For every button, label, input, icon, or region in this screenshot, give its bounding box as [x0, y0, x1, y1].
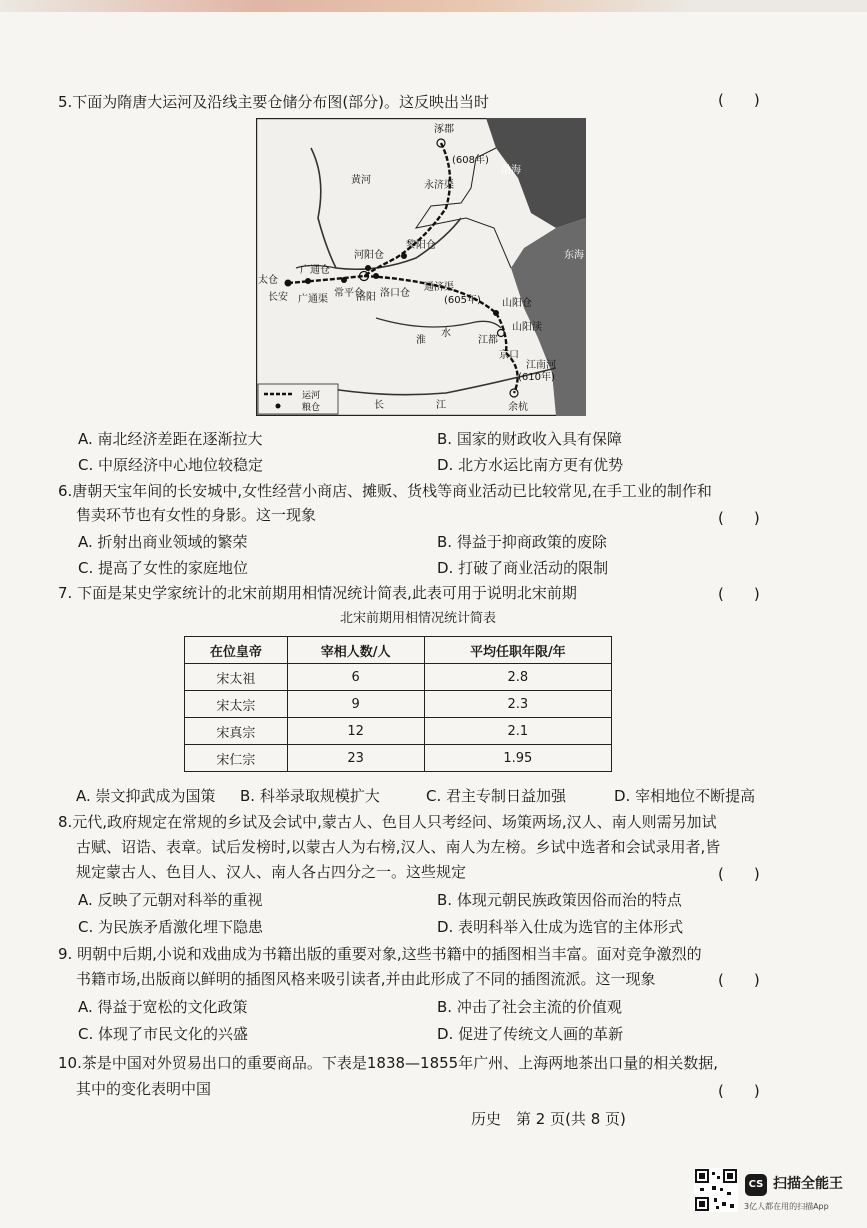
granary-luokou [373, 273, 379, 279]
question-8-stem-line2: 古赋、诏诰、表章。试后发榜时,以蒙古人为右榜,汉人、南人为左榜。乡试中选者和会试录用者,皆 [76, 838, 721, 856]
label-changan: 长安 [268, 292, 288, 303]
table-header: 宰相人数/人 [287, 637, 424, 664]
question-5-answer-paren: ( ) [718, 91, 760, 109]
label-bohai: 渤海 [501, 165, 521, 176]
table-row [185, 745, 612, 772]
question-8-option-a: A. 反映了元朝对科举的重视 [78, 891, 263, 909]
table-cell: 23 [287, 745, 424, 772]
page-footer: 历史 第 2 页(共 8 页) [471, 1110, 626, 1128]
question-6-answer-paren: ( ) [718, 509, 760, 527]
table-row [185, 691, 612, 718]
question-7-answer-paren: ( ) [718, 585, 760, 603]
map-legend [258, 384, 338, 414]
label-changping: 常平仓 [334, 288, 364, 299]
granary-heyang [365, 265, 371, 271]
table-cell: 宋仁宗 [185, 745, 288, 772]
scan-top-edge [0, 0, 867, 12]
table-cell: 宋太宗 [185, 691, 288, 718]
label-luokou: 洛口仓 [380, 288, 410, 299]
question-9-stem-line1: 9. 明朝中后期,小说和戏曲成为书籍出版的重要对象,这些书籍中的插图相当丰富。面对竞争激烈的 [58, 945, 702, 963]
question-10-stem-line1: 10.茶是中国对外贸易出口的重要商品。下表是1838—1855年广州、上海两地茶出口量的相关数据, [58, 1054, 718, 1072]
table-cell: 9 [287, 691, 424, 718]
question-9-stem-line2: 书籍市场,出版商以鲜明的插图风格来吸引读者,并由此形成了不同的插图流派。这一现象 [76, 970, 656, 988]
question-5-option-a: A. 南北经济差距在逐渐拉大 [78, 430, 263, 448]
label-shanyang: 山阳仓 [502, 298, 532, 309]
question-7-option-a: A. 崇文抑武成为国策 [76, 787, 216, 805]
label-yongji: 永济渠 [424, 180, 454, 191]
label-tongji: 通济渠 [424, 282, 454, 293]
table-header: 平均任职年限/年 [424, 637, 611, 664]
label-year605: (605年) [444, 295, 481, 306]
label-liyang: 黎阳仓 [406, 240, 436, 251]
label-luoyang: 洛阳 [356, 292, 376, 303]
question-5-option-d: D. 北方水运比南方更有优势 [437, 456, 624, 474]
label-changjiang-1: 长 [374, 400, 384, 411]
label-donghai: 东海 [564, 250, 584, 261]
grand-canal-map [256, 118, 586, 416]
question-6-option-a: A. 折射出商业领域的繁荣 [78, 533, 248, 551]
scanner-brand: 扫描全能王 [773, 1176, 843, 1192]
question-5-stem: 5.下面为隋唐大运河及沿线主要仓储分布图(部分)。这反映出当时 [58, 93, 490, 111]
scanner-tagline: 3亿人都在用的扫描App [744, 1202, 829, 1211]
granary-taicang [285, 280, 292, 287]
legend-canal: 运河 [302, 391, 321, 401]
question-8-option-d: D. 表明科举入仕成为选官的主体形式 [437, 918, 684, 936]
question-9-answer-paren: ( ) [718, 971, 760, 989]
table-header: 在位皇帝 [185, 637, 288, 664]
question-9-option-a: A. 得益于宽松的文化政策 [78, 998, 248, 1016]
chancellor-table [184, 636, 612, 772]
question-6-option-d: D. 打破了商业活动的限制 [437, 559, 609, 577]
question-7-option-c: C. 君主专制日益加强 [426, 787, 567, 805]
granary-guangtong [305, 278, 311, 284]
question-9-option-c: C. 体现了市民文化的兴盛 [78, 1025, 249, 1043]
table-cell: 宋太祖 [185, 664, 288, 691]
label-year608: (608年) [452, 155, 489, 166]
camscanner-logo-icon: CS [745, 1174, 767, 1196]
question-6-option-b: B. 得益于抑商政策的废除 [437, 533, 607, 551]
table-title: 北宋前期用相情况统计简表 [340, 611, 497, 626]
question-9-option-d: D. 促进了传统文人画的革新 [437, 1025, 624, 1043]
qr-code-icon [694, 1168, 738, 1212]
label-yuhang: 余杭 [508, 402, 528, 413]
granary-changping [341, 277, 347, 283]
table-cell: 12 [287, 718, 424, 745]
table-row [185, 664, 612, 691]
label-jiangnanhe: 江南河 [526, 360, 556, 371]
table-cell: 2.8 [424, 664, 611, 691]
granary-liyang [401, 253, 407, 259]
label-taicang: 太仓 [258, 275, 278, 286]
label-changjiang-2: 江 [436, 400, 446, 411]
label-zhuojun: 涿郡 [434, 124, 454, 135]
question-7-option-b: B. 科举录取规模扩大 [240, 787, 380, 805]
question-5-option-b: B. 国家的财政收入具有保障 [437, 430, 622, 448]
table-cell: 2.1 [424, 718, 611, 745]
question-8-option-c: C. 为民族矛盾激化埋下隐患 [78, 918, 264, 936]
question-7-option-d: D. 宰相地位不断提高 [614, 787, 756, 805]
legend-granary: 粮仓 [302, 403, 321, 413]
label-jingkou: 京口 [499, 350, 519, 361]
label-shui: 水 [441, 328, 451, 339]
label-huanghe: 黄河 [351, 175, 371, 186]
question-8-option-b: B. 体现元朝民族政策因俗而治的特点 [437, 891, 682, 909]
question-10-answer-paren: ( ) [718, 1082, 760, 1100]
table-cell: 6 [287, 664, 424, 691]
granary-shanyang [493, 310, 499, 316]
label-jiangdu: 江都 [478, 335, 498, 346]
question-7-stem: 7. 下面是某史学家统计的北宋前期用相情况统计简表,此表可用于说明北宋前期 [58, 584, 577, 602]
label-guangtong: 广通仓 [300, 265, 330, 276]
question-8-stem-line1: 8.元代,政府规定在常规的乡试及会试中,蒙古人、色目人只考经问、场策两场,汉人、南人则需另加试 [58, 813, 717, 831]
label-huai: 淮 [416, 335, 426, 346]
table-cell: 1.95 [424, 745, 611, 772]
label-shanyangdu: 山阳渎 [512, 322, 542, 333]
table-row [185, 718, 612, 745]
question-5-option-c: C. 中原经济中心地位较稳定 [78, 456, 264, 474]
question-6-stem-line2: 售卖环节也有女性的身影。这一现象 [76, 506, 317, 524]
question-6-option-c: C. 提高了女性的家庭地位 [78, 559, 249, 577]
question-10-stem-line2: 其中的变化表明中国 [76, 1080, 212, 1098]
question-8-answer-paren: ( ) [718, 865, 760, 883]
label-heyang: 河阳仓 [354, 250, 384, 261]
table-cell: 2.3 [424, 691, 611, 718]
question-8-stem-line3: 规定蒙古人、色目人、汉人、南人各占四分之一。这些规定 [76, 863, 467, 881]
label-year610: (610年) [518, 372, 555, 383]
question-6-stem-line1: 6.唐朝天宝年间的长安城中,女性经营小商店、摊贩、货栈等商业活动已比较常见,在手工业的制作和 [58, 482, 712, 500]
label-guangtong-canal: 广通渠 [298, 294, 328, 305]
table-cell: 宋真宗 [185, 718, 288, 745]
question-9-option-b: B. 冲击了社会主流的价值观 [437, 998, 622, 1016]
